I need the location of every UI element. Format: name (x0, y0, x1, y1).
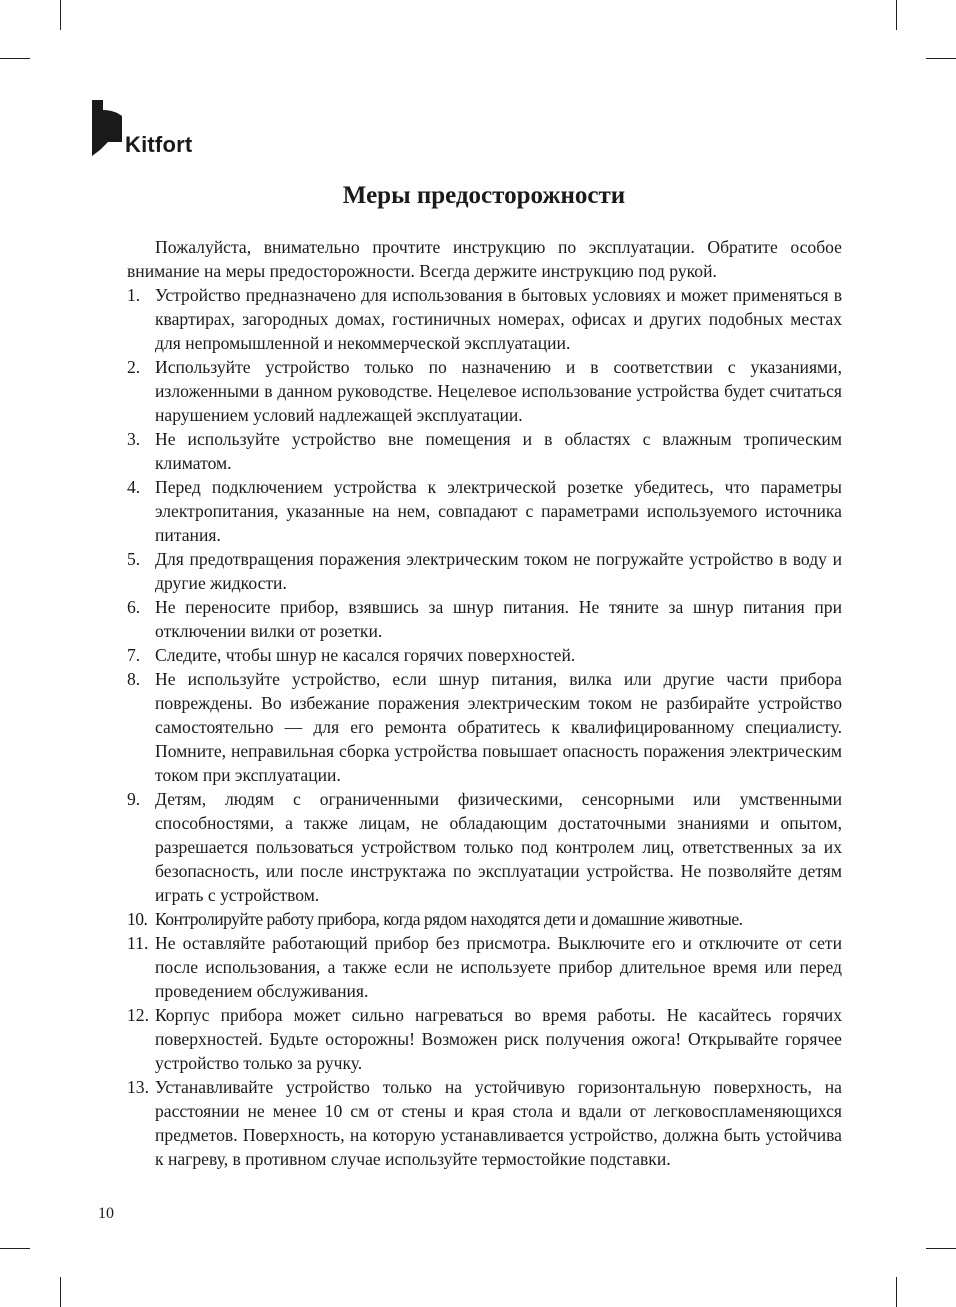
crop-mark-top-left (60, 0, 61, 30)
list-item (127, 355, 842, 427)
list-item-text: Следите, чтобы шнур не касался горячих поверхностей. (155, 645, 576, 665)
list-item-text: Не переносите прибор, взявшись за шнур питания. Не тяните за шнур питания при отключении вилки от розетки. (155, 597, 842, 641)
list-item-text: Не оставляйте работающий прибор без присмотра. Выключите его и отключите от сети после использования, а также если не используете прибор длительное время или перед проведением обслуживания. (155, 933, 842, 1001)
list-item-text: Контролируйте работу прибора, когда рядом находятся дети и домашние животные. (155, 909, 743, 929)
list-item-text: Не используйте устройство вне помещения и в областях с влажным тропическим климатом. (155, 429, 842, 473)
crop-mark-left-top (0, 58, 30, 59)
list-item-text: Перед подключением устройства к электрической розетке убедитесь, что параметры электропитания, указанные на нем, совпадают с параметрами используемого источника питания. (155, 477, 842, 545)
list-item-number: 5. (127, 549, 141, 569)
list-item-text: Устанавливайте устройство только на устойчивую горизонтальную поверхность, на расстоянии не менее 10 см от стены и края стола и вдали от легковоспламеняющихся предметов. Поверхность, на которую устанавливается устройство, должна быть устойчива к нагреву, в противном случае используйте термостойкие подставки. (155, 1077, 842, 1169)
list-item-number: 4. (127, 477, 141, 497)
kitfort-logo-icon (92, 100, 122, 156)
list-item-number: 11. (127, 933, 149, 953)
precautions-content (127, 235, 842, 1171)
kitfort-logo (92, 100, 192, 156)
precautions-list (127, 283, 842, 1171)
list-item (127, 667, 842, 787)
list-item-number: 10. (127, 909, 148, 929)
list-item-text: Устройство предназначено для использования в бытовых условиях и может применяться в квартирах, загородных домах, гостиничных номерах, офисах и других подобных местах для непромышленной и некоммерческой эксплуатации. (155, 285, 842, 353)
list-item (127, 595, 842, 643)
crop-mark-right-bottom (926, 1248, 956, 1249)
page-number: 10 (98, 1205, 114, 1222)
crop-mark-left-bottom (0, 1248, 30, 1249)
list-item (127, 907, 842, 931)
list-item (127, 1075, 842, 1171)
list-item (127, 787, 842, 907)
list-item (127, 931, 842, 1003)
list-item-number: 9. (127, 789, 141, 809)
list-item-text: Для предотвращения поражения электрическим током не погружайте устройство в воду и другие жидкости. (155, 549, 842, 593)
list-item (127, 475, 842, 547)
list-item (127, 643, 842, 667)
intro-paragraph: Пожалуйста, внимательно прочтите инструкцию по эксплуатации. Обратите особое внимание на меры предосторожности. Всегда держите инструкцию под рукой. (127, 237, 842, 281)
kitfort-logo-text: Kitfort (125, 132, 193, 157)
list-item-number: 13. (127, 1077, 149, 1097)
list-item-number: 3. (127, 429, 141, 449)
crop-mark-right-top (926, 58, 956, 59)
list-item-text: Не используйте устройство, если шнур питания, вилка или другие части прибора повреждены. Во избежание поражения электрическим током не разбирайте устройство самостоятельно — для его ремонта обратитесь к квалифицированному специалисту. Помните, неправильная сборка устройства повышает опасность поражения электрическим током при эксплуатации. (155, 669, 842, 785)
list-item-number: 8. (127, 669, 141, 689)
list-item-text: Корпус прибора может сильно нагреваться во время работы. Не касайтесь горячих поверхностей. Будьте осторожны! Возможен риск получения ожога! Открывайте горячее устройство только за ручку. (155, 1005, 842, 1073)
list-item-number: 1. (127, 285, 141, 305)
page-title: Меры предосторожности (342, 182, 626, 209)
list-item-number: 6. (127, 597, 141, 617)
list-item-number: 7. (127, 645, 141, 665)
list-item-number: 12. (127, 1005, 149, 1025)
crop-mark-bottom-left (60, 1277, 61, 1307)
crop-mark-top-right (896, 0, 897, 30)
crop-mark-bottom-right (896, 1277, 897, 1307)
list-item-text: Детям, людям с ограниченными физическими, сенсорными или умственными способностями, а также лицам, не обладающим достаточными знаниями и опытом, разрешается пользоваться устройством только под контролем лиц, ответственных за их безопасность, или после инструктажа по эксплуатации устройства. Не позволяйте детям играть с устройством. (155, 789, 842, 905)
list-item (127, 1003, 842, 1075)
list-item-number: 2. (127, 357, 141, 377)
list-item (127, 547, 842, 595)
list-item (127, 283, 842, 355)
list-item (127, 427, 842, 475)
list-item-text: Используйте устройство только по назначению и в соответствии с указаниями, изложенными в данном руководстве. Нецелевое использование устройства будет считаться нарушением условий надлежащей эксплуатации. (155, 357, 842, 425)
